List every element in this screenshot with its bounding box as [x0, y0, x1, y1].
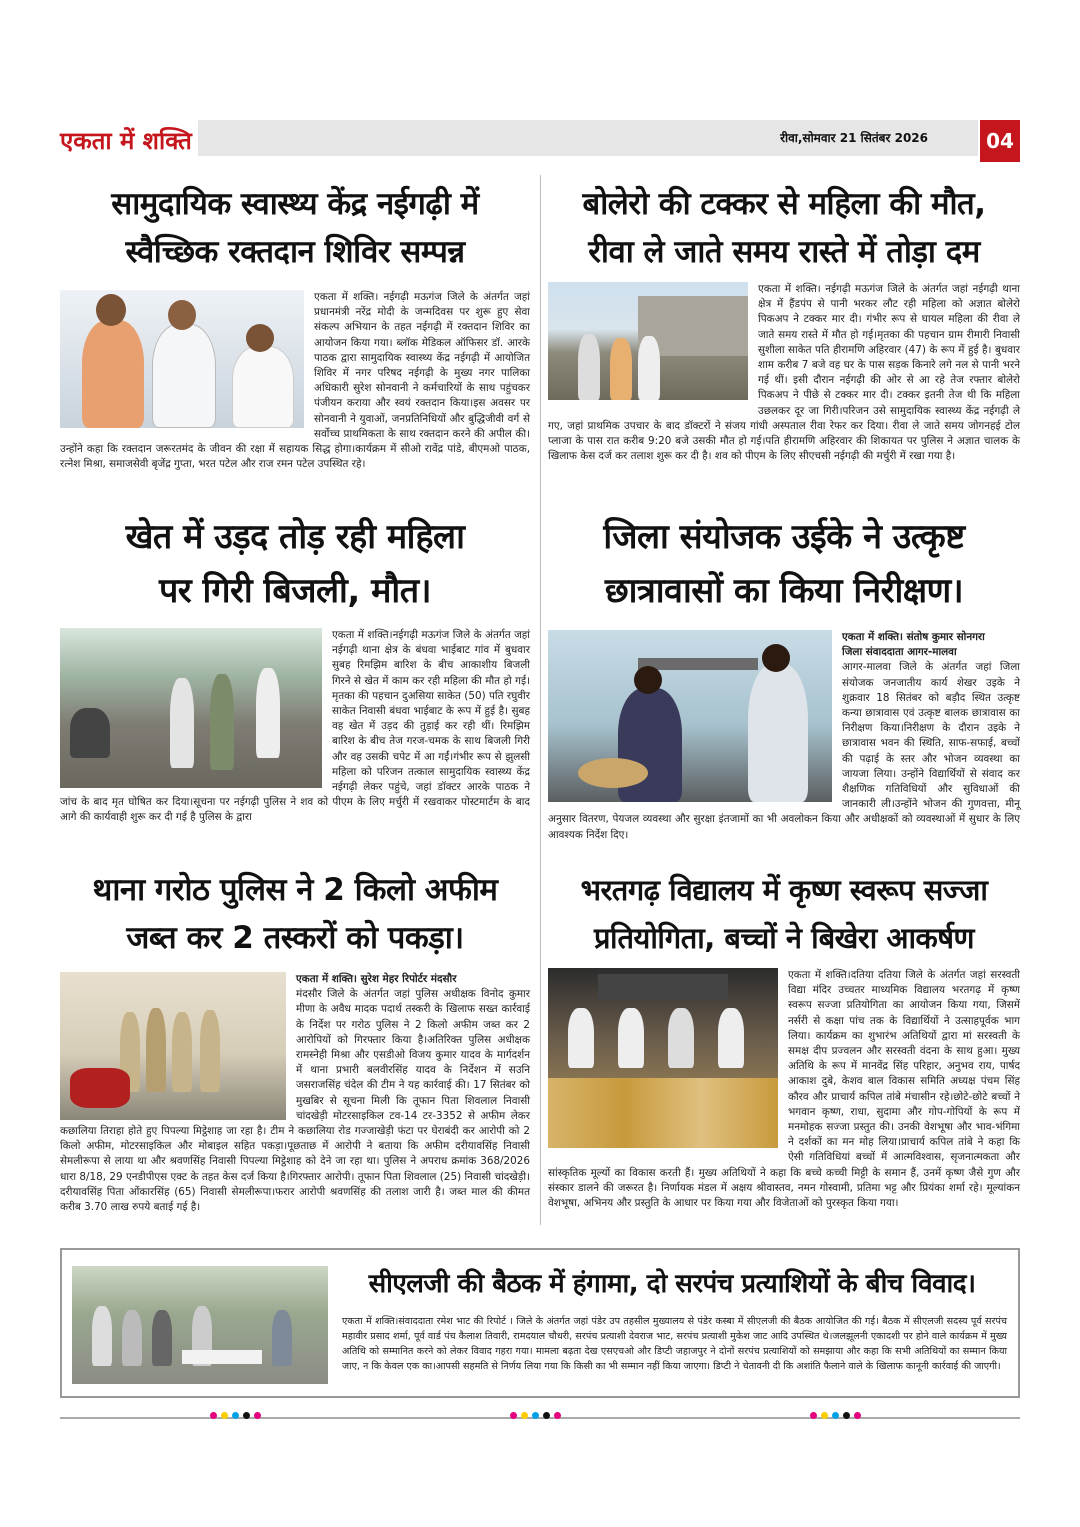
registration-dot: [221, 1412, 228, 1419]
column-divider: [540, 175, 541, 1225]
article-bolero-accident: [548, 180, 1020, 464]
article-photo: [548, 630, 832, 802]
article-byline: एकता में शक्ति। सुरेश मेहर रिपोर्टर मंदसौर: [296, 973, 457, 985]
article-krishna-competition: [548, 866, 1020, 1211]
article-byline-2: जिला संवाददाता आगर-मालवा: [842, 646, 957, 659]
headline-line-2: स्वैच्छिक रक्तदान शिविर सम्पन्न: [125, 234, 465, 270]
registration-dot: [254, 1412, 261, 1419]
registration-dot: [832, 1412, 839, 1419]
registration-dot: [510, 1412, 517, 1419]
registration-dot: [232, 1412, 239, 1419]
headline-line-2: रीवा ले जाते समय रास्ते में तोड़ा दम: [588, 234, 980, 270]
color-registration-dots: [810, 1412, 861, 1419]
article-opium-seizure: [60, 866, 530, 1215]
headline-line-1: भरतगढ़ विद्यालय में कृष्ण स्वरूप सज्जा: [580, 873, 988, 907]
masthead-bar: [198, 120, 978, 156]
registration-dot: [243, 1412, 250, 1419]
article-photo: [72, 1266, 328, 1384]
article-headline: सीएलजी की बैठक में हंगामा, दो सरपंच प्रत्याशियों के बीच विवाद।: [368, 1269, 976, 1299]
article-text: मंदसौर जिले के अंतर्गत जहां पुलिस अधीक्षक विनोद कुमार मीणा के अवैध मादक पदार्थ तस्करी के खिलाफ सख्त कार्रवाई के निर्देश पर गरोठ पुलिस ने 2 किलो अफीम जब्त कर 2 आरोपियों को गिरफ्तार किया है।अतिरिक्त पुलिस अधीक्षक रामस्नेही मिश्रा और एसडीओ विजय कुमार यादव के मार्गदर्शन में थाना प्रभारी बलवीरसिंह यादव के निर्देशन में सउनि जसराजसिंह चंदेल की टीम ने यह कार्रवाई की। 17 सितंबर को मुखबिर से सूचना मिली कि तूफान पिता शिवलाल निवासी चांदखेड़ी मोटरसाइकिल टव-14 टर-3352 से अफीम लेकर कछालिया तिराहा होते हुए पिपल्या मिट्ठेशाह जा रहा है। टीम ने कछालिया रोड गज्जाखेड़ी फंटा पर घेराबंदी कर आरोपी को 2 किलो अफीम, मोटरसाइकिल और मोबाइल सहित पकड़ा।पूछताछ में आरोपी ने बताया कि अफीम दरीयावसिंह निवासी सेमलीरूपा से लाया था और श्रवणसिंह निवासी पिपल्या मिट्ठेशाह को देने जा रहा था। पुलिस ने अपराध क्रमांक 368/2026 धारा 8/18, 29 एनडीपीएस एक्ट के तहत केस दर्ज किया है।गिरफ्तार आरोपी। तूफान पिता शिवलाल (25) निवासी चांदखेड़ी।दरीयावसिंह पिता ओंकारसिंह (65) निवासी सेमलीरूपा।फरार आरोपी श्रवणसिंह की तलाश जारी है। जब्त माल की कीमत करीब 3.70 लाख रुपये बताई गई है।: [60, 988, 530, 1214]
article-body: एकता में शक्ति। नईगढ़ी मऊगंज जिले के अंतर्गत जहां प्रधानमंत्री नरेंद्र मोदी के जन्मदिवस पर शुरू हुए सेवा संकल्प अभियान के तहत नईगढ़ी में रक्तदान शिविर का आयोजन किया गया। ब्लॉक मेडिकल ऑफिसर डॉ. आरके पाठक द्वारा सामुदायिक स्वास्थ्य केंद्र नईगढ़ी में आयोजित शिविर में नगर परिषद नईगढ़ी के मुख्य नगर पालिका अधिकारी सुरेश सोनवानी ने कर्मचारियों के साथ पहुंचकर पंजीयन कराया और स्वयं रक्तदान किया।इस अवसर पर सोनवानी ने युवाओं, जनप्रतिनिधियों और बुद्धिजीवी वर्ग से सर्वोच्च प्राथमिकता के साथ रक्तदान करने की अपील की। उन्होंने कहा कि रक्तदान जरूरतमंद के जीवन की रक्षा में सहायक सिद्ध होगा।कार्यक्रम में सीओ रावेंद्र पांडे, बीएमओ पाठक, रत्नेश मिश्रा, समाजसेवी बृजेंद्र गुप्ता, भरत पटेल और राज रमन पटेल उपस्थित रहे।: [60, 291, 530, 471]
headline-line-1: जिला संयोजक उईके ने उत्कृष्ट: [603, 517, 965, 557]
registration-dot: [521, 1412, 528, 1419]
registration-dot: [821, 1412, 828, 1419]
article-photo: [60, 628, 322, 788]
article-headline: [60, 510, 530, 618]
masthead: [60, 120, 1020, 162]
newspaper-title: एकता में शक्ति: [60, 126, 192, 155]
registration-dot: [810, 1412, 817, 1419]
article-text: आगर-मालवा जिले के अंतर्गत जहां जिला संयोजक जनजातीय कार्य शेखर उइके ने शुक्रवार 18 सितंबर को बड़ौद स्थित उत्कृष्ट कन्या छात्रावास एवं उत्कृष्ट बालक छात्रावास का निरीक्षण किया।निरीक्षण के दौरान उइके ने छात्रावास भवन की स्थिति, साफ-सफाई, बच्चों की पढ़ाई के स्तर और भोजन व्यवस्था का जायजा लिया। उन्होंने विद्यार्थियों से संवाद कर शैक्षणिक गतिविधियों और सुविधाओं की जानकारी ली।उन्होंने भोजन की गुणवत्ता, मीनू अनुसार वितरण, पेयजल व्यवस्था और सुरक्षा इंतजामों का भी अवलोकन किया और अधीक्षकों को व्यवस्थाओं में सुधार के लिए आवश्यक निर्देश दिए।: [548, 661, 1020, 841]
registration-dot: [210, 1412, 217, 1419]
article-lightning-death: [60, 510, 530, 826]
boxed-article-clg-meeting: [60, 1248, 1020, 1398]
article-body: एकता में शक्ति। नईगढ़ी मऊगंज जिले के अंतर्गत जहां नईगढ़ी थाना क्षेत्र में हैंडपंप से पानी भरकर लौट रही महिला को अज्ञात बोलेरो पिकअप ने टक्कर मार दी। गंभीर रूप से घायल महिला की रीवा ले जाते समय रास्ते में मौत हो गई।मृतका की पहचान ग्राम रीमारी निवासी सुशीला साकेत पति हीरामणि अहिरवार (47) के रूप में हुई है। बुधवार शाम करीब 7 बजे वह घर के पास सड़क किनारे लगे नल से पानी भरने गई थीं। इसी दौरान नईगढ़ी की ओर से आ रहे तेज रफ्तार बोलेरो पिकअप ने पीछे से टक्कर मार दी। टक्कर इतनी तेज थी कि महिला उछलकर दूर जा गिरी।परिजन उसे सामुदायिक स्वास्थ्य केंद्र नईगढ़ी ले गए, जहां प्राथमिक उपचार के बाद डॉक्टरों ने संजय गांधी अस्पताल रीवा रेफर कर दिया। रीवा ले जाते समय जोगनहई टोल प्लाजा के पास रात करीब 9:20 बजे उसकी मौत हो गई।पति हीरामणि अहिरवार की शिकायत पर पुलिस ने अज्ञात चालक के खिलाफ केस दर्ज कर तलाश शुरू कर दी है। शव को पीएम के लिए सीएचसी नईगढ़ी की मर्चुरी में रखा गया है।: [548, 283, 1020, 463]
article-hostel-inspection: [548, 510, 1020, 843]
article-body: एकता में शक्ति।नईगढ़ी मऊगंज जिले के अंतर्गत जहां नईगढ़ी थाना क्षेत्र के बंधवा भाईबाट गांव में बुधवार सुबह रिमझिम बारिश के बीच आकाशीय बिजली गिरने से खेत में काम कर रही महिला की मौत हो गई। मृतका की पहचान दुअसिया साकेत (50) पति रघुवीर साकेत निवासी बंधवा भाईबाट के रूप में हुई है। सुबह वह खेत में उड़द की तुड़ाई कर रही थीं। रिमझिम बारिश के बीच तेज गरज-चमक के साथ बिजली गिरी और वह उसकी चपेट में आ गईं।गंभीर रूप से झुलसी महिला को परिजन तत्काल सामुदायिक स्वास्थ्य केंद्र नईगढ़ी लेकर पहुंचे, जहां डॉक्टर आरके पाठक ने जांच के बाद मृत घोषित कर दिया।सूचना पर नईगढ़ी पुलिस ने शव को पीएम के लिए मर्चुरी में रखवाकर पोस्टमार्टम के बाद आगे की कार्यवाही शुरू कर दी गई है पुलिस के द्वारा: [60, 629, 530, 824]
article-headline: [548, 180, 1020, 276]
article-byline: एकता में शक्ति। संतोष कुमार सोनगरा: [842, 631, 985, 643]
page-number: 04: [980, 120, 1020, 162]
registration-dot: [554, 1412, 561, 1419]
headline-line-2: जब्त कर 2 तस्करों को पकड़ा।: [126, 920, 464, 956]
headline-line-1: सामुदायिक स्वास्थ्य केंद्र नईगढ़ी में: [111, 186, 479, 222]
color-registration-dots: [510, 1412, 561, 1419]
registration-dot: [532, 1412, 539, 1419]
article-photo: [548, 968, 778, 1148]
article-photo: [60, 290, 304, 428]
headline-line-2: प्रतियोगिता, बच्चों ने बिखेरा आकर्षण: [594, 921, 974, 955]
headline-line-2: पर गिरी बिजली, मौत।: [158, 571, 431, 611]
article-photo: [548, 282, 748, 400]
article-headline: [548, 866, 1020, 962]
issue-date: रीवा,सोमवार 21 सितंबर 2026: [780, 131, 928, 145]
article-photo: [60, 972, 286, 1120]
article-headline: [60, 180, 530, 276]
article-body: एकता में शक्ति।संवाददाता रमेश भाट की रिपोर्ट । जिले के अंतर्गत जहां पंडेर उप तहसील मुख्यालय से पंडेर कस्बा में सीएलजी की बैठक आयोजित की गई। बैठक में सीएलजी सदस्य पूर्व सरपंच महावीर प्रसाद शर्मा, पूर्व वार्ड पंच कैलाश तिवारी, रामदयाल चौधरी, सरपंच प्रत्याशी देवराज भाट, सरपंच प्रत्याशी मुकेश जाट आदि उपस्थित थे।जलझूलनी एकादशी पर होने वाले कार्यक्रम में मुख्य अतिथि को सम्मानित करने को लेकर विवाद गहरा गया। मामला बढ़ता देख एसएचओ और डिप्टी जहाजपुर ने दोनों सरपंच प्रत्याशियों को समझाया और कहा कि सभी अतिथियों का सम्मान किया जाए, न कि केवल एक का।आपसी सहमति से निर्णय लिया गया कि किसी का भी सम्मान नहीं किया जाएगा। डिप्टी ने चेतावनी दी कि अशांति फैलाने वाले के खिलाफ कानूनी कार्रवाई की जाएगी।: [342, 1316, 1007, 1372]
headline-line-2: छात्रावासों का किया निरीक्षण।: [604, 571, 964, 611]
headline-line-1: बोलेरो की टक्कर से महिला की मौत,: [582, 186, 986, 222]
registration-dot: [543, 1412, 550, 1419]
article-blood-donation: [60, 180, 530, 472]
headline-line-1: खेत में उड़द तोड़ रही महिला: [125, 517, 465, 557]
registration-dot: [843, 1412, 850, 1419]
headline-line-1: थाना गरोठ पुलिस ने 2 किलो अफीम: [92, 872, 498, 908]
registration-dot: [854, 1412, 861, 1419]
article-body: एकता में शक्ति।दतिया दतिया जिले के अंतर्गत जहां सरस्वती विद्या मंदिर उच्चतर माध्यमिक विद्यालय भरतगढ़ में कृष्ण स्वरूप सज्जा प्रतियोगिता का आयोजन किया गया, जिसमें नर्सरी से कक्षा पांच तक के विद्यार्थियों ने उत्साहपूर्वक भाग लिया। कार्यक्रम का शुभारंभ अतिथियों द्वारा मां सरस्वती के समक्ष दीप प्रज्वलन और सरस्वती वंदना के साथ हुआ। मुख्य अतिथि के रूप में मानवेंद्र सिंह परिहार, अनुभव राय, पार्षद आकाश दुबे, केशव बाल विकास समिति अध्यक्ष पंचम सिंह कौरव और प्राचार्य कपिल तांबे मंचासीन रहे।छोटे-छोटे बच्चों ने भगवान कृष्ण, राधा, सुदामा और गोप-गोपियों के रूप में मनमोहक सज्जा प्रस्तुत की। उनकी वेशभूषा और भाव-भंगिमा ने दर्शकों का मन मोह लिया।प्राचार्य कपिल तांबे ने कहा कि ऐसी गतिविधियां बच्चों में आत्मविश्वास, सृजनात्मकता और सांस्कृतिक मूल्यों का विकास करती हैं। मुख्य अतिथियों ने कहा कि बच्चे कच्ची मिट्टी के समान हैं, उनमें कृष्ण जैसे गुण और संस्कार डालने की जरूरत है। निर्णायक मंडल में अक्षय श्रीवास्तव, नमन गोस्वामी, प्रतिमा भट्ट और प्रियंका शर्मा रहे। मूल्यांकन वेशभूषा, अभिनय और प्रस्तुति के आधार पर किया गया और विजेताओं को पुरस्कृत किया गया।: [548, 969, 1020, 1210]
color-registration-dots: [210, 1412, 261, 1419]
article-headline: [60, 866, 530, 962]
article-headline: [548, 510, 1020, 618]
